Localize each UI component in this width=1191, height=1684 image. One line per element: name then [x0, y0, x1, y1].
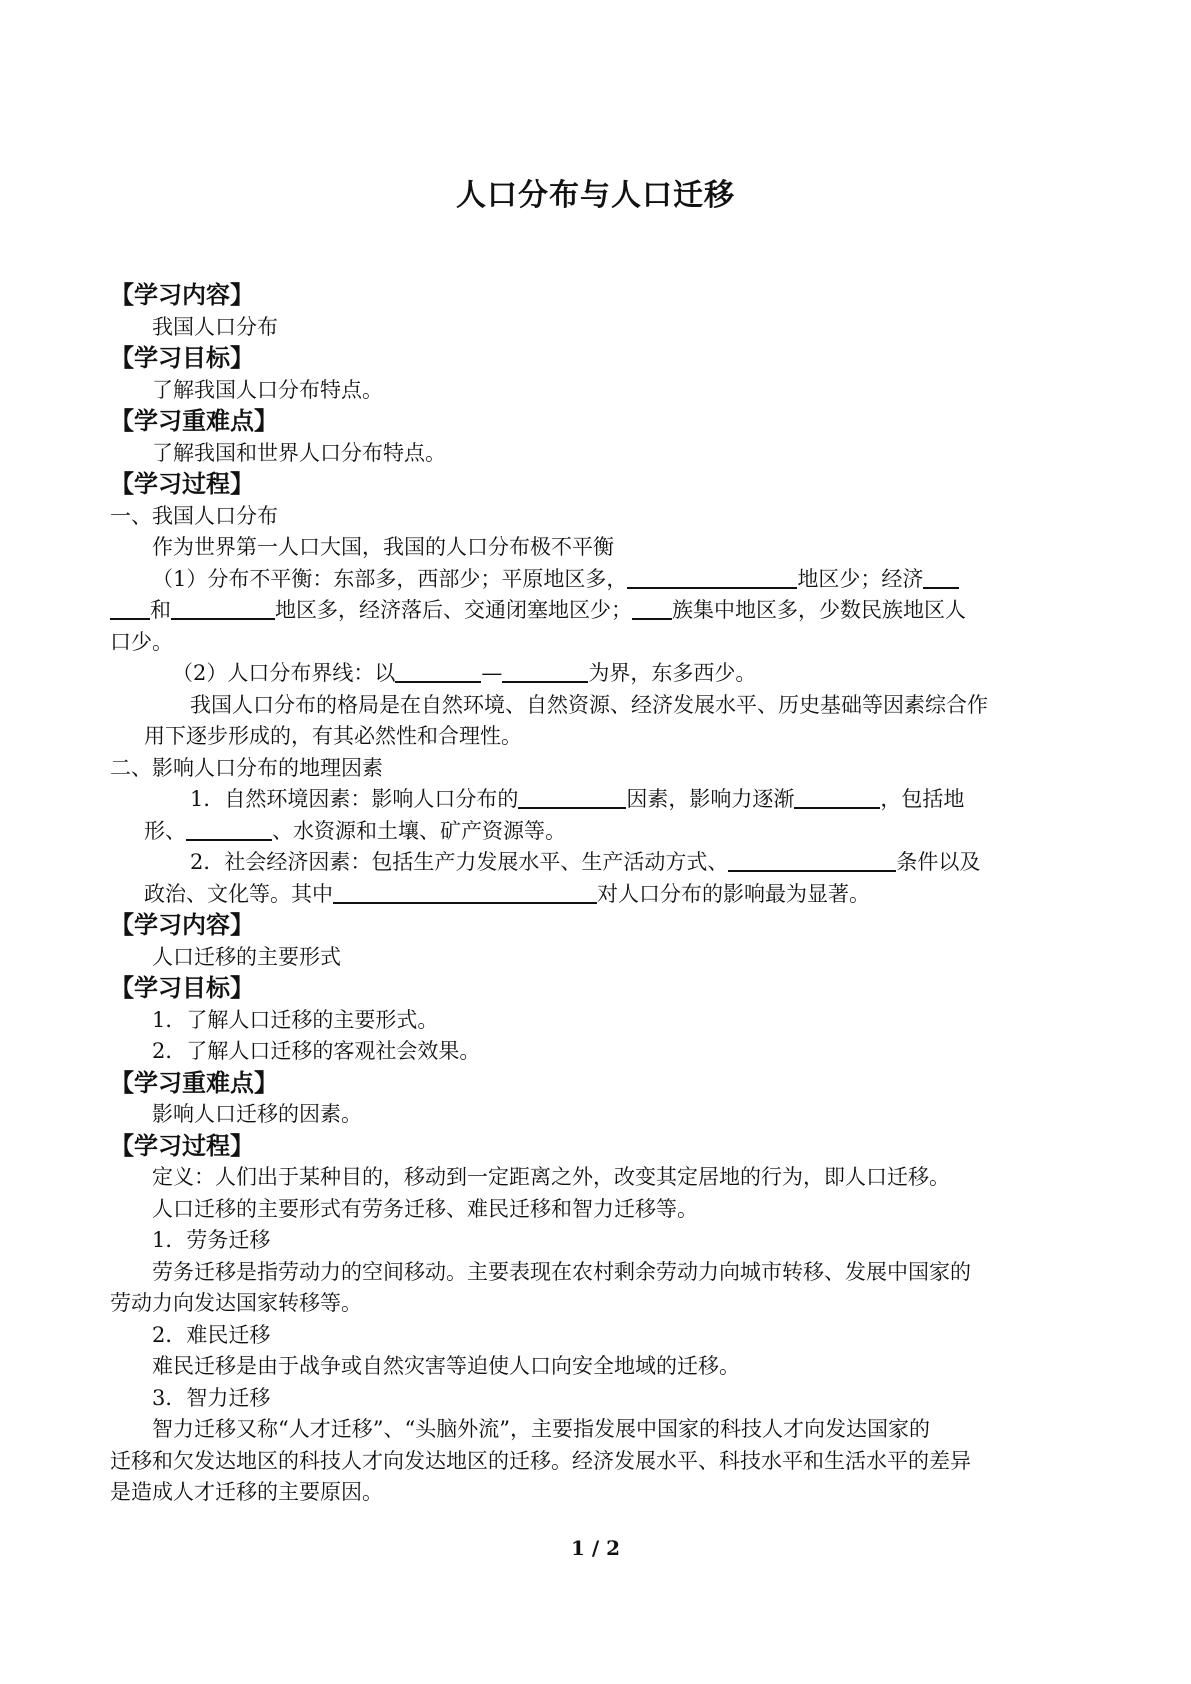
answer-blank[interactable]: [632, 596, 672, 620]
page-title: 人口分布与人口迁移: [456, 178, 735, 213]
paragraph: 人口迁移的主要形式有劳务迁移、难民迁移和智力迁移等。: [152, 1196, 698, 1221]
section-heading: 【学习重难点】: [110, 407, 278, 435]
fill-in-line: 2．社会经济因素：包括生产力发展水平、生产活动方式、 条件以及: [190, 850, 981, 874]
section-heading: 【学习重难点】: [110, 1068, 278, 1097]
subsection-title: 一、我国人口分布: [110, 503, 278, 528]
section-heading: 【学习过程】: [110, 470, 254, 498]
answer-blank[interactable]: [728, 848, 896, 872]
subsection-title: 3．智力迁移: [152, 1385, 271, 1410]
section-heading: 【学习目标】: [110, 974, 254, 1002]
paragraph: 定义：人们出于某种目的，移动到一定距离之外，改变其定居地的行为，即人口迁移。: [152, 1165, 950, 1189]
list-item: 1．了解人口迁移的主要形式。: [152, 1007, 439, 1032]
answer-blank[interactable]: [186, 817, 272, 841]
answer-blank[interactable]: [627, 565, 797, 589]
paragraph: 我国人口分布的格局是在自然环境、自然资源、经济发展水平、历史基础等因素综合作: [190, 692, 988, 717]
fill-in-line: 形、 、水资源和土壤、矿产资源等。: [144, 818, 566, 843]
paragraph: 了解我国和世界人口分布特点。: [152, 440, 446, 465]
paragraph: 了解我国人口分布特点。: [152, 377, 383, 402]
subsection-title: 1．劳务迁移: [152, 1228, 271, 1252]
paragraph: 是造成人才迁移的主要原因。: [110, 1480, 383, 1504]
paragraph: 影响人口迁移的因素。: [152, 1102, 362, 1126]
section-heading: 【学习过程】: [110, 1131, 254, 1160]
paragraph: 难民迁移是由于战争或自然灾害等迫使人口向安全地域的迁移。: [152, 1354, 740, 1378]
section-heading: 【学习内容】: [110, 281, 254, 309]
paragraph: 劳务迁移是指劳动力的空间移动。主要表现在农村剩余劳动力向城市转移、发展中国家的: [152, 1259, 971, 1284]
paragraph: 人口迁移的主要形式: [152, 944, 341, 969]
fill-in-line: 政治、文化等。其中 对人口分布的影响最为显著。: [144, 881, 870, 906]
answer-blank[interactable]: [502, 659, 588, 683]
page-number: 1 / 2: [570, 1536, 621, 1560]
paragraph: 迁移和欠发达地区的科技人才向发达地区的迁移。经济发展水平、科技水平和生活水平的差异: [110, 1448, 971, 1473]
fill-in-line: （1）分布不平衡：东部多，西部少；平原地区多， 地区少；经济: [110, 564, 1085, 596]
answer-blank[interactable]: [110, 596, 150, 620]
paragraph: 劳动力向发达国家转移等。: [110, 1291, 362, 1315]
answer-blank[interactable]: [171, 596, 275, 620]
answer-blank[interactable]: [518, 785, 626, 809]
section-heading: 【学习内容】: [110, 911, 254, 939]
paragraph: 口少。: [110, 629, 173, 654]
fill-in-line: （2）人口分布界线：以 — 为界，东多西少。: [172, 661, 757, 685]
subsection-title: 2．难民迁移: [152, 1322, 271, 1347]
paragraph: 我国人口分布: [152, 314, 278, 339]
paragraph: 作为世界第一人口大国，我国的人口分布极不平衡: [152, 535, 614, 559]
paragraph: 智力迁移又称“人才迁移”、“头脑外流”，主要指发展中国家的科技人才向发达国家的: [152, 1417, 930, 1441]
answer-blank[interactable]: [395, 659, 481, 683]
answer-blank[interactable]: [923, 565, 959, 589]
list-item: 2．了解人口迁移的客观社会效果。: [152, 1039, 481, 1063]
subsection-title: 二、影响人口分布的地理因素: [110, 755, 383, 780]
answer-blank[interactable]: [794, 785, 880, 809]
section-heading: 【学习目标】: [110, 344, 254, 372]
fill-in-line: 1．自然环境因素：影响人口分布的 因素，影响力逐渐 ，包括地: [190, 787, 965, 811]
answer-blank[interactable]: [333, 880, 597, 904]
paragraph: 用下逐步形成的，有其必然性和合理性。: [144, 724, 522, 748]
document-body: [110, 280, 1085, 1509]
fill-in-line: 和 地区多，经济落后、交通闭塞地区少； 族集中地区多，少数民族地区人: [110, 595, 1085, 627]
